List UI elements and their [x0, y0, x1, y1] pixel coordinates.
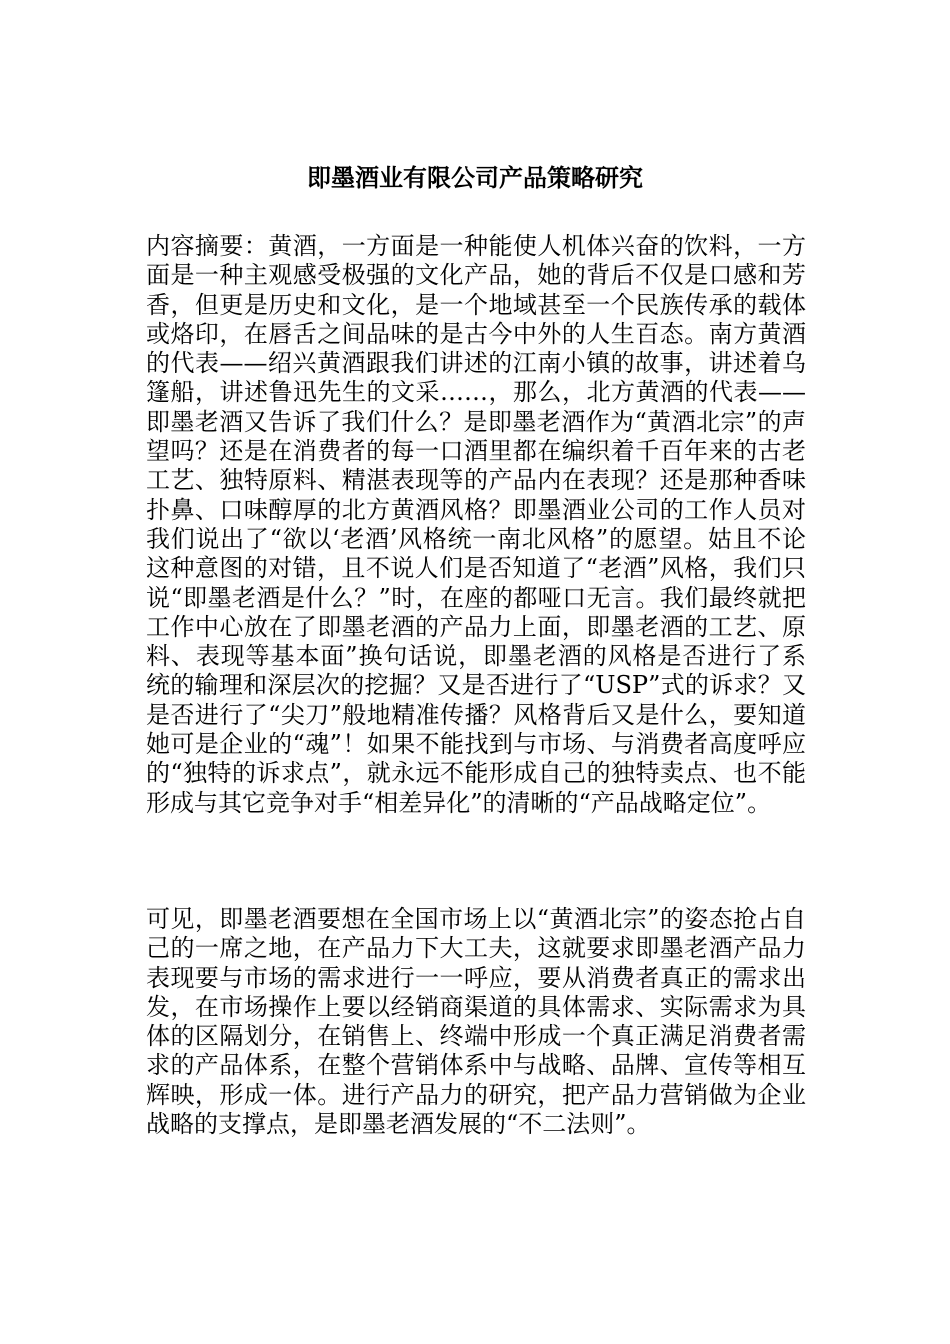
document-title: 即墨酒业有限公司产品策略研究: [307, 163, 643, 193]
conclusion-paragraph: 可见，即墨老酒要想在全国市场上以“黄酒北宗”的姿态抢占自己的一席之地，在产品力下大工夫，这就要求即墨老酒产品力表现要与市场的需求进行一一呼应，要从消费者真正的需求出发，在市场操作上要以经销商渠道的具体需求、实际需求为具体的区隔划分，在销售上、终端中形成一个真正满足消费者需求的产品体系，在整个营销体系中与战略、品牌、宣传等相互辉映，形成一体。进行产品力的研究，把产品力营销做为企业战略的支撑点，是即墨老酒发展的“不二法则”。: [146, 905, 806, 1139]
abstract-paragraph: 内容摘要：黄酒，一方面是一种能使人机体兴奋的饮料，一方面是一种主观感受极强的文化产品，她的背后不仅是口感和芳香，但更是历史和文化，是一个地域甚至一个民族传承的载体或烙印，在唇舌之间品味的是古今中外的人生百态。南方黄酒的代表——绍兴黄酒跟我们讲述的江南小镇的故事，讲述着乌篷船，讲述鲁迅先生的文采……，那么，北方黄酒的代表——即墨老酒又告诉了我们什么？是即墨老酒作为“黄酒北宗”的声望吗？还是在消费者的每一口酒里都在编织着千百年来的古老工艺、独特原料、精湛表现等的产品内在表现？还是那种香味扑鼻、口味醇厚的北方黄酒风格？即墨酒业公司的工作人员对我们说出了“欲以‘老酒’风格统一南北风格”的愿望。姑且不论这种意图的对错，且不说人们是否知道了“老酒”风格，我们只说“即墨老酒是什么？”时，在座的都哑口无言。我们最终就把工作中心放在了即墨老酒的产品力上面，即墨老酒的工艺、原料、表现等基本面”换句话说，即墨老酒的风格是否进行了系统的输理和深层次的挖掘？又是否进行了“USP”式的诉求？又是否进行了“尖刀”般地精准传播？风格背后又是什么，要知道她可是企业的“魂”！如果不能找到与市场、与消费者高度呼应的“独特的诉求点”，就永远不能形成自己的独特卖点、也不能形成与其它竞争对手“相差异化”的清晰的“产品战略定位”。: [146, 232, 806, 817]
